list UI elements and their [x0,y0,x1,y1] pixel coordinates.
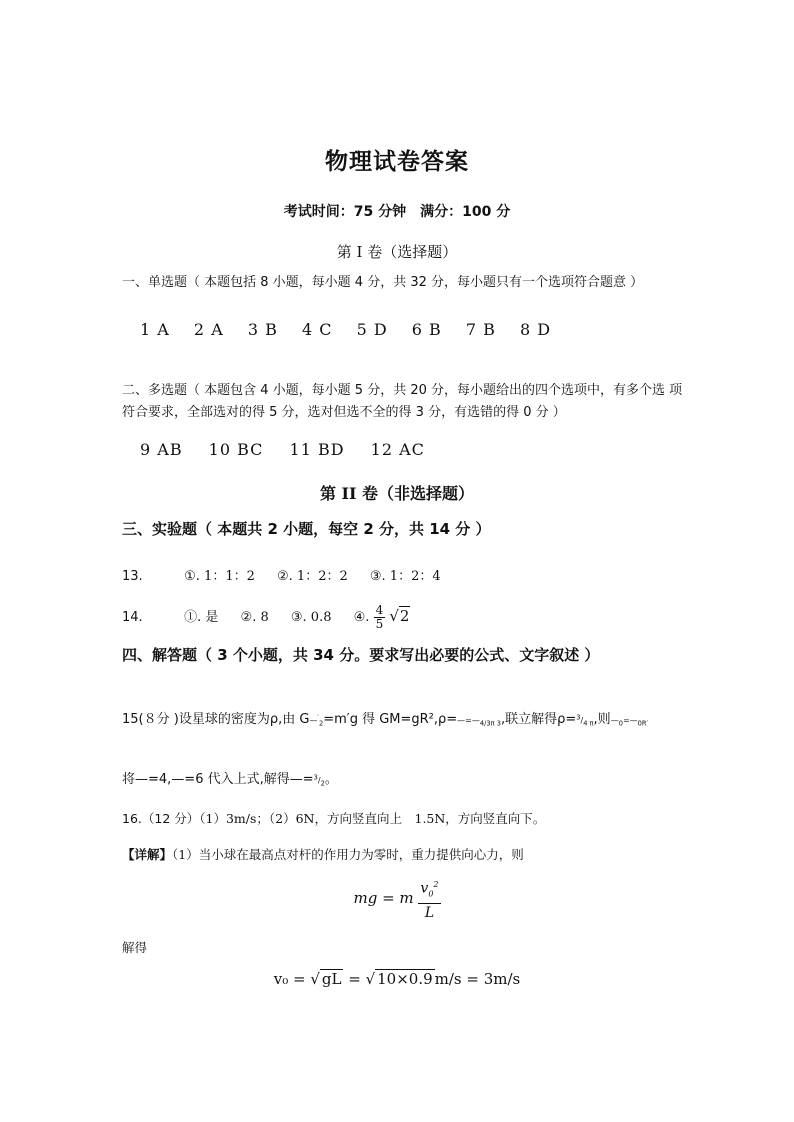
eq-rhs: m/s = 3m/s [434,970,521,988]
fraction [374,604,386,631]
question-label: 15(８分 ) [122,712,179,727]
answer-item: 2 A [193,320,224,339]
equation-symbol: mg = m [353,889,414,908]
answer-item: 5 D [356,320,388,339]
answer-item: 9 AB [140,440,183,459]
detail-text: （1）当小球在最高点对杆的作用力为零时，重力提供向心力，则 [172,847,524,862]
answer-item: 1 A [140,320,170,339]
q15-text: =m′g 得 GM=gR²,ρ= [323,712,458,727]
fraction-denominator: 5 [375,617,384,631]
detail-tag: 【详解】 [122,847,173,862]
eq-lhs: v₀ = [273,970,311,988]
section2-answers [140,440,445,459]
q15-text: 设星球的密度为ρ,由 G [178,712,310,727]
q15-text: 将—=4,—=6 代入上式,解得—= [122,772,314,787]
radicand: gL [321,970,342,988]
sqrt-expression: √2 [389,607,410,625]
answer-part: ②. 8 [240,610,269,625]
equation-velocity [0,970,794,988]
garbled-fraction-icon: $—_0=—_{0R'}$ [610,716,649,728]
exam-info: 考试时间：75 分钟 满分：100 分 [283,204,511,220]
answer-item: 3 B [247,320,278,339]
question-14 [122,604,410,631]
page-title: 物理试卷答案 [325,149,469,175]
section3-heading: 三、实验题（ 本题共 2 小题，每空 2 分，共 14 分 ） [122,520,491,538]
fraction-numerator: $v_0^2$ [418,876,440,904]
section1-heading: 一、单选题（ 本题包括 8 小题，每小题 4 分，共 32 分，每小题只有一个选项符合题意 ） [122,275,644,290]
garbled-fraction-icon: $^3/_{4 \pi}$ [576,713,594,728]
part1-heading: 第 I 卷（选择题） [336,243,458,261]
detail-line [122,845,524,863]
section4-heading: 四、解答题（ 3 个小题，共 34 分。要求写出必要的公式、文字叙述 ） [122,646,600,664]
q16-answer: （1）3m/s；（2）6N，方向竖直向上 1.5N，方向竖直向下。 [199,811,546,826]
sqrt-expression: √ 10×0.9 [365,970,433,988]
section2-heading-line2: 符合要求，全部选对的得 5 分，选对但选不全的得 3 分，有选错的得 0 分 ） [122,405,566,420]
question-15-line1 [122,708,648,728]
equation-centripetal [0,876,794,922]
section2-heading-line1: 二、多选题（ 本题包含 4 小题，每小题 5 分，共 20 分，每小题给出的四个选项中，有多个选 项 [122,383,683,398]
answer-part: ③. 0.8 [290,610,332,625]
part2-heading: 第 II 卷（非选择题） [319,484,475,503]
question-number: 14. [122,610,143,625]
sqrt-expression: √ gL [310,970,342,988]
answer-item: 4 C [301,320,333,339]
answer-item: 8 D [520,320,552,339]
answer-part: ①. 是 [184,610,219,625]
eq-mid: = [343,970,366,988]
section1-answers [140,320,569,339]
garbled-fraction-icon: $—'_2$ [309,713,324,728]
q15-text: 。 [324,772,338,787]
radicand: 2 [399,607,410,625]
answer-item: 10 BC [208,440,264,459]
answer-part: ④. [353,610,370,625]
question-number: 13. [122,569,143,584]
answer-item: 12 AC [370,440,425,459]
answer-part: ③. 1：2：4 [369,569,441,584]
question-13 [122,565,459,584]
answer-item: 6 B [411,320,442,339]
answer-item: 7 B [465,320,496,339]
q15-text: ,则 [593,712,611,727]
q15-text: ,联立解得ρ= [500,712,577,727]
answer-part: ①. 1：1：2 [184,569,255,584]
garbled-fraction-icon: $^3/_2$ [313,773,325,788]
answer-part: ②. 1：2：2 [277,569,348,584]
fraction-numerator: 4 [375,603,384,617]
question-15-line2 [122,768,338,788]
question-16 [122,809,545,827]
fraction-denominator: L [424,905,435,922]
answer-item: 11 BD [289,440,345,459]
garbled-fraction-icon: $—=—_{4/3\pi 3}$ [457,716,501,728]
fraction [418,876,440,922]
question-label: 16.（12 分） [122,811,200,826]
radicand: 10×0.9 [377,970,433,988]
solve-label: 解得 [122,940,148,955]
